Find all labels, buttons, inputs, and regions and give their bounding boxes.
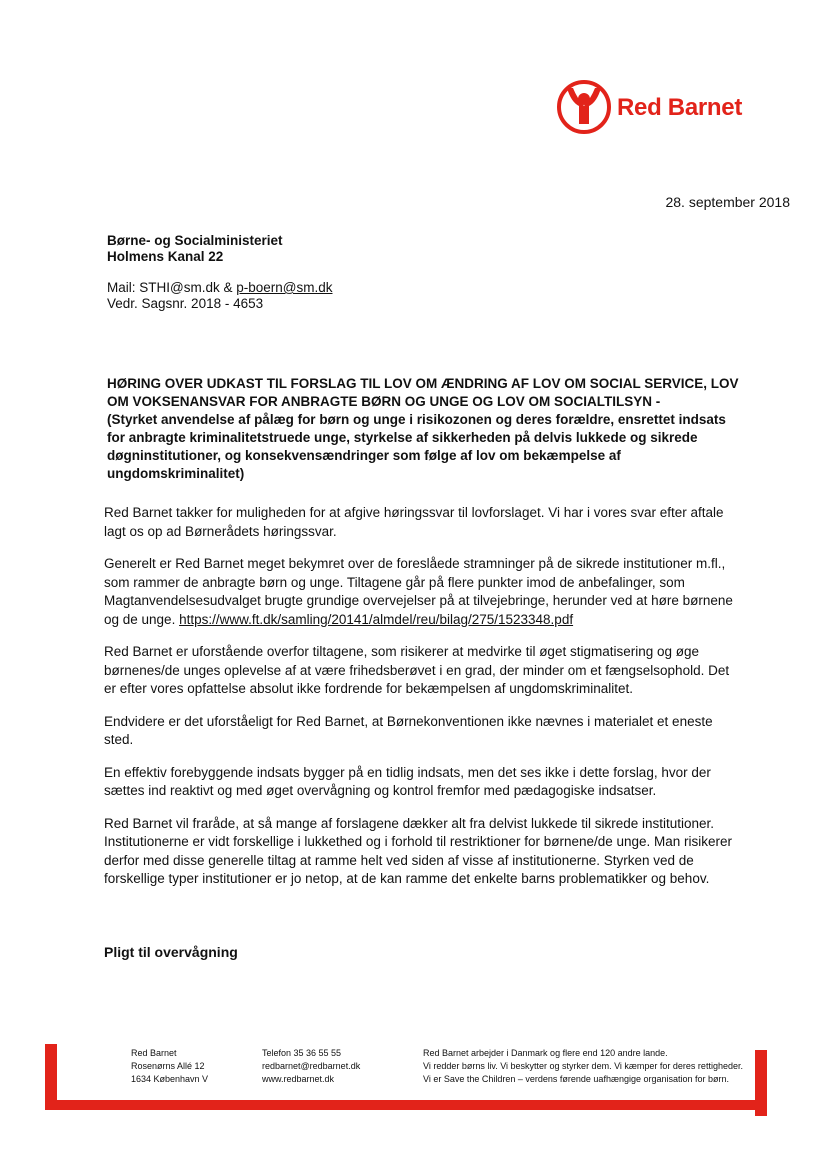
heading-line-5: døgninstitutioner, og konsekvensændringer som følge af lov om bekæmpelse af — [107, 448, 621, 463]
heading-line-1: HØRING OVER UDKAST TIL FORSLAG TIL LOV OM ÆNDRING AF LOV OM SOCIAL SERVICE, LOV — [107, 376, 739, 391]
red-barnet-logo — [557, 80, 757, 138]
recipient-address — [107, 233, 283, 265]
heading-line-2: OM VOKSENANSVAR FOR ANBRAGTE BØRN OG UNGE OG LOV OM SOCIALTILSYN - — [107, 394, 661, 409]
footer-bar-left — [45, 1044, 57, 1106]
paragraph-5: En effektiv forebyggende indsats bygger på en tidlig indsats, men det ses ikke i dette forslag, hvor der sættes ind reaktivt og med øget overvågning og kontrol fremfor med pædagogiske indsatser. — [104, 764, 711, 798]
child-arms-raised-icon — [557, 80, 611, 134]
footer-city: 1634 København V — [131, 1074, 209, 1084]
footer-mission-line-2: Vi redder børns liv. Vi beskytter og styrker dem. Vi kæmper for deres rettigheder. — [423, 1061, 743, 1071]
heading-line-6: ungdomskriminalitet) — [107, 466, 245, 481]
contact-info — [107, 280, 332, 312]
paragraph-1: Red Barnet takker for muligheden for at afgive høringssvar til lovforslaget. Vi har i vores svar efter aftale lagt os op ad Børnerådets høringssvar. — [104, 505, 724, 539]
footer-mission-line-1: Red Barnet arbejder i Danmark og flere end 120 andre lande. — [423, 1048, 668, 1058]
letter-body — [104, 504, 734, 903]
footer-address — [131, 1047, 208, 1086]
footer-bar-bottom — [45, 1100, 767, 1110]
footer-phone: Telefon 35 36 55 55 — [262, 1048, 342, 1058]
mail-link[interactable]: p-boern@sm.dk — [236, 280, 333, 295]
brand-name: Red Barnet — [617, 94, 743, 121]
case-reference: Vedr. Sagsnr. 2018 - 4653 — [107, 296, 264, 311]
recipient-name: Børne- og Socialministeriet — [107, 233, 283, 248]
footer-mission — [423, 1047, 759, 1086]
mail-line — [107, 280, 332, 296]
footer-email[interactable]: redbarnet@redbarnet.dk — [262, 1061, 361, 1071]
mail-prefix: Mail: STHI@sm.dk & — [107, 280, 237, 295]
paragraph-2-text: Generelt er Red Barnet meget bekymret over de foreslåede stramninger på de sikrede institutioner m.fl., som rammer de anbragte børn og unge. Tiltagene går på flere punkter imod de anbefalinger, som Magtanvendelsesudvalget brugte grundige overvejelser på at tilvejebringe, herunder ved at høre børnene og de unge. — [104, 556, 733, 627]
heading-line-3: (Styrket anvendelse af pålæg for børn og unge i risikozonen og deres forældre, ensrettet indsats — [107, 412, 726, 427]
document-heading — [107, 375, 747, 483]
footer-mission-line-3: Vi er Save the Children – verdens førende uafhængige organisation for børn. — [423, 1074, 730, 1084]
footer-org-name: Red Barnet — [131, 1048, 177, 1058]
letter-date: 28. september 2018 — [665, 194, 790, 210]
footer-contact — [262, 1047, 360, 1086]
heading-line-4: for anbragte kriminalitetstruede unge, styrkelse af sikkerheden på delvis lukkede og sikrede — [107, 430, 698, 445]
recipient-street: Holmens Kanal 22 — [107, 249, 224, 264]
paragraph-4: Endvidere er det uforståeligt for Red Barnet, at Børnekonventionen ikke nævnes i materialet et eneste sted. — [104, 713, 713, 747]
paragraph-6: Red Barnet vil fraråde, at så mange af forslagene dækker alt fra delvist lukkede til sikrede institutioner. Institutionerne er vidt forskellige i lukkethed og i forhold til restriktioner for børnene/de unge. Man risikerer derfor med disse generelle tiltag at ramme helt ved siden af visse af institutionerne. Styrken ved de forskellige typer institutioner er jo netop, at de kan ramme det enkelte barns problematikker og behov. — [104, 815, 733, 886]
paragraph-3: Red Barnet er uforstående overfor tiltagene, som risikerer at medvirke til øget stigmatisering og øge børnenes/de unges oplevelse af at være frihedsberøvet i en grad, der minder om et fængselsophold. Det er efter vores opfattelse absolut ikke fordrende for bekæmpelsen af ungdomskriminalitet. — [104, 644, 730, 696]
footer-street: Rosenørns Allé 12 — [131, 1061, 205, 1071]
footer-website[interactable]: www.redbarnet.dk — [262, 1074, 335, 1084]
paragraph-2 — [104, 555, 734, 629]
section-subheading: Pligt til overvågning — [104, 944, 238, 960]
ft-document-link[interactable]: https://www.ft.dk/samling/20141/almdel/reu/bilag/275/1523348.pdf — [179, 611, 574, 627]
